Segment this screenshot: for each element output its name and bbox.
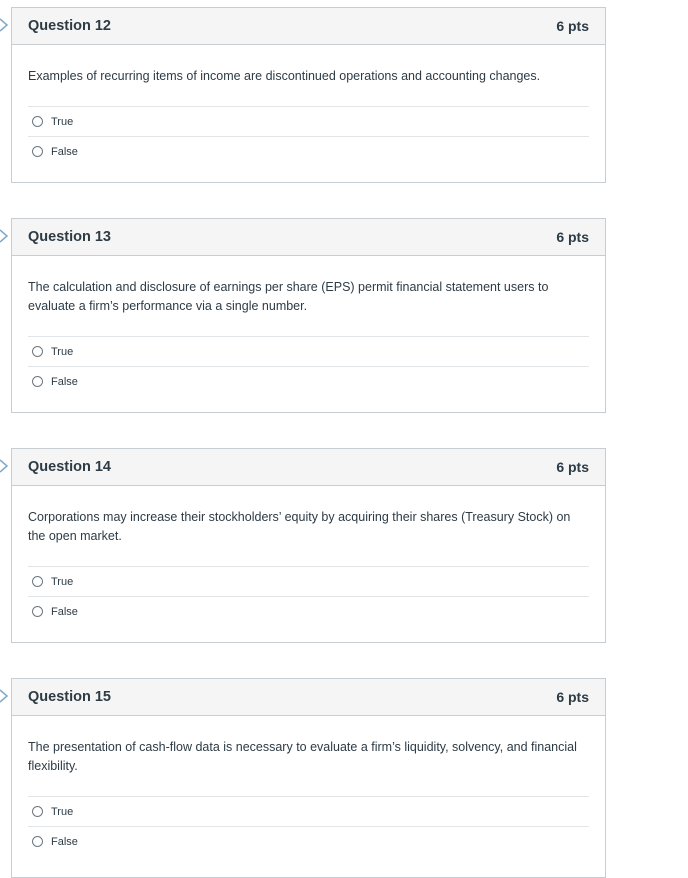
question-marker-icon	[0, 689, 10, 703]
answer-option-false[interactable]	[28, 366, 589, 396]
question-marker-icon	[0, 459, 10, 473]
question-body	[12, 278, 605, 396]
answer-option-false[interactable]	[28, 596, 589, 626]
radio-button[interactable]	[32, 146, 43, 157]
question-marker-icon	[0, 229, 10, 243]
answer-list	[28, 106, 589, 166]
radio-button[interactable]	[32, 346, 43, 357]
answer-option-false[interactable]	[28, 826, 589, 856]
radio-button[interactable]	[32, 576, 43, 587]
answer-option-true[interactable]	[28, 336, 589, 366]
question-text: The presentation of cash-flow data is necessary to evaluate a firm’s liquidity, solvency, and financial flexibility.	[28, 740, 577, 773]
question-body	[12, 738, 605, 856]
question-card-12	[11, 7, 606, 183]
question-body	[12, 508, 605, 626]
answer-list	[28, 566, 589, 626]
question-points: 6 pts	[556, 689, 589, 705]
question-marker-icon	[0, 18, 10, 32]
answer-label: False	[51, 605, 78, 618]
question-points: 6 pts	[556, 459, 589, 475]
answer-list	[28, 336, 589, 396]
question-title: Question 12	[28, 18, 111, 34]
question-points: 6 pts	[556, 229, 589, 245]
radio-button[interactable]	[32, 116, 43, 127]
question-points: 6 pts	[556, 18, 589, 34]
question-card-14	[11, 448, 606, 643]
question-header	[12, 449, 605, 486]
question-card-13	[11, 218, 606, 413]
answer-label: False	[51, 375, 78, 388]
radio-button[interactable]	[32, 606, 43, 617]
answer-label: False	[51, 835, 78, 848]
answer-label: True	[51, 805, 74, 818]
question-header	[12, 8, 605, 45]
answer-list	[28, 796, 589, 856]
answer-option-true[interactable]	[28, 106, 589, 136]
answer-option-true[interactable]	[28, 566, 589, 596]
answer-option-false[interactable]	[28, 136, 589, 166]
question-text: Examples of recurring items of income are discontinued operations and accounting changes.	[28, 69, 541, 83]
question-text: The calculation and disclosure of earnings per share (EPS) permit financial statement users to evaluate a firm’s performance via a single number.	[28, 280, 549, 313]
answer-label: True	[51, 345, 74, 358]
question-header	[12, 679, 605, 716]
question-title: Question 13	[28, 229, 111, 245]
answer-label: True	[51, 575, 74, 588]
question-title: Question 15	[28, 689, 111, 705]
radio-button[interactable]	[32, 376, 43, 387]
answer-option-true[interactable]	[28, 796, 589, 826]
question-body	[12, 67, 605, 166]
radio-button[interactable]	[32, 806, 43, 817]
answer-label: True	[51, 115, 74, 128]
question-header	[12, 219, 605, 256]
question-card-15	[11, 678, 606, 878]
question-title: Question 14	[28, 459, 111, 475]
answer-label: False	[51, 145, 78, 158]
radio-button[interactable]	[32, 836, 43, 847]
question-text: Corporations may increase their stockholders’ equity by acquiring their shares (Treasury Stock) on the open market.	[28, 510, 571, 543]
